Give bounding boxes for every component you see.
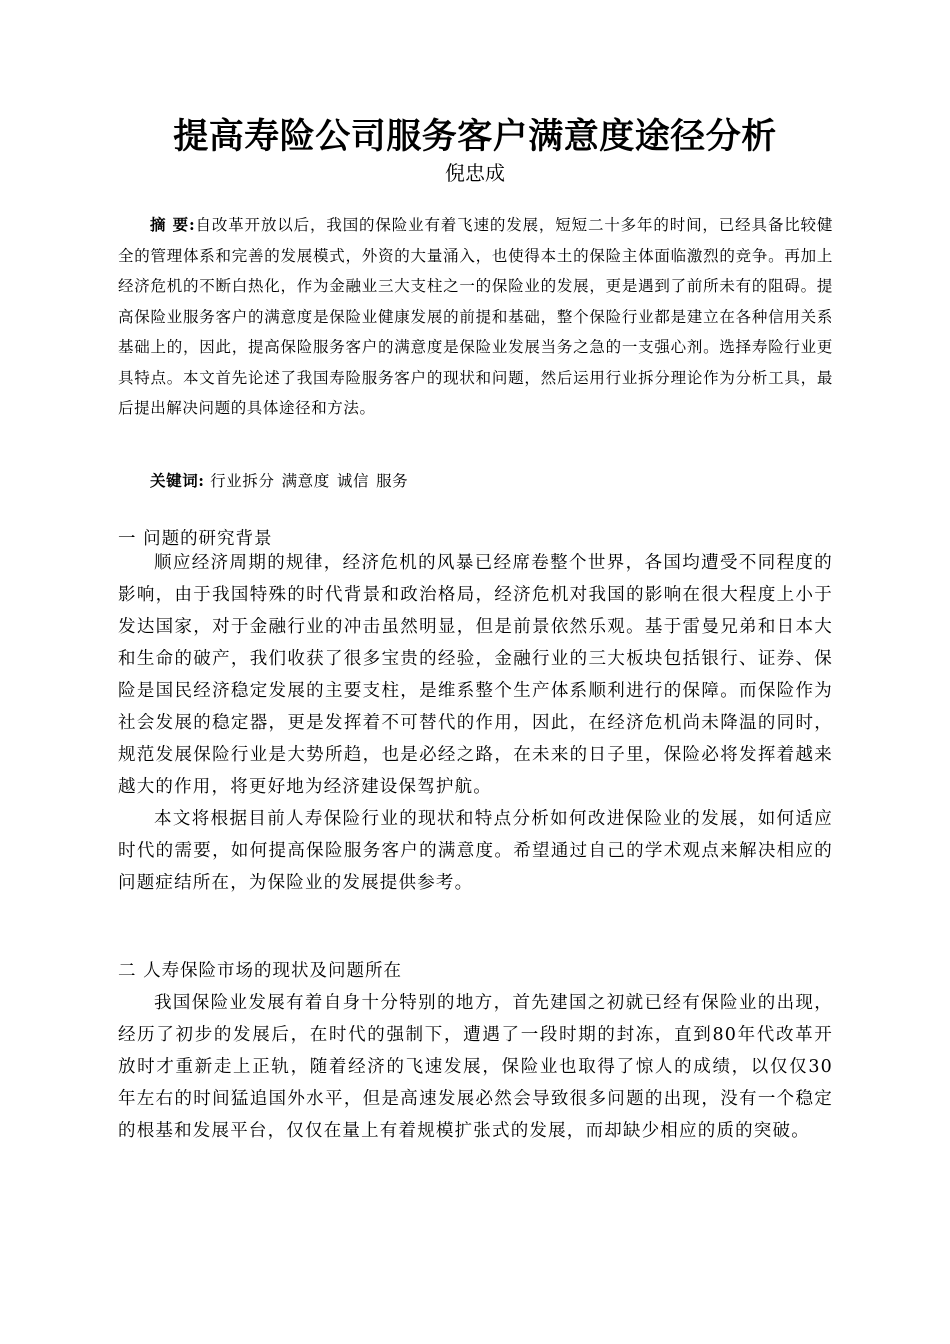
keyword: 行业拆分 <box>210 472 275 490</box>
section-body <box>118 547 833 899</box>
document-author: 倪忠成 <box>445 161 505 185</box>
body-paragraph: 本文将根据目前人寿保险行业的现状和特点分析如何改进保险业的发展，如何适应时代的需要，如何提高保险服务客户的满意度。希望通过自己的学术观点来解决相应的问题症结所在，为保险业的发展提供参考。 <box>118 809 833 893</box>
body-paragraph: 我国保险业发展有着自身十分特别的地方，首先建国之初就已经有保险业的出现，经历了初步的发展后，在时代的强制下，遭遇了一段时期的封冻，直到80年代改革开放时才重新走上正轨，随着经济的飞速发展，保险业也取得了惊人的成绩，以仅仅30年左右的时间猛追国外水平，但是高速发展必然会导致很多问题的出现，没有一个稳定的根基和发展平台，仅仅在量上有着规模扩张式的发展，而却缺少相应的质的突破。 <box>118 993 833 1141</box>
keyword: 服务 <box>376 472 409 490</box>
abstract-label: 摘 要: <box>150 215 196 234</box>
keyword: 诚信 <box>336 472 370 490</box>
body-paragraph: 顺应经济周期的规律，经济危机的风暴已经席卷整个世界，各国均遭受不同程度的影响，由于我国特殊的时代背景和政治格局，经济危机对我国的影响在很大程度上小于发达国家，对于金融行业的冲击虽然明显，但是前景依然乐观。基于雷曼兄弟和日本大和生命的破产，我们收获了很多宝贵的经验，金融行业的三大板块包括银行、证券、保险是国民经济稳定发展的主要支柱，是维系整个生产体系顺利进行的保障。而保险作为社会发展的稳定器，更是发挥着不可替代的作用，因此，在经济危机尚未降温的同时，规范发展保险行业是大势所趋，也是必经之路，在未来的日子里，保险必将发挥着越来越大的作用，将更好地为经济建设保驾护航。 <box>118 553 833 797</box>
abstract-text: 自改革开放以后，我国的保险业有着飞速的发展，短短二十多年的时间，已经具备比较健全的管理体系和完善的发展模式，外资的大量涌入，也使得本土的保险主体面临激烈的竞争。再加上经济危机的不断白热化，作为金融业三大支柱之一的保险业的发展，更是遇到了前所未有的阻碍。提高保险业服务客户的满意度是保险业健康发展的前提和基础，整个保险行业都是建立在各种信用关系基础上的，因此，提高保险服务客户的满意度是保险业发展当务之急的一支强心剂。选择寿险行业更具特点。本文首先论述了我国寿险服务客户的现状和问题，然后运用行业拆分理论作为分析工具，最后提出解决问题的具体途径和方法。 <box>118 216 833 417</box>
keyword: 满意度 <box>281 472 330 490</box>
keywords-label: 关键词: <box>150 471 205 490</box>
document-title: 提高寿险公司服务客户满意度途径分析 <box>173 117 777 157</box>
abstract-block <box>118 210 833 424</box>
section-heading: 二 人寿保险市场的现状及问题所在 <box>118 961 403 981</box>
section-body <box>118 987 833 1147</box>
section-heading: 一 问题的研究背景 <box>118 529 273 549</box>
keywords-line <box>150 468 415 494</box>
abstract-paragraph <box>118 210 833 424</box>
